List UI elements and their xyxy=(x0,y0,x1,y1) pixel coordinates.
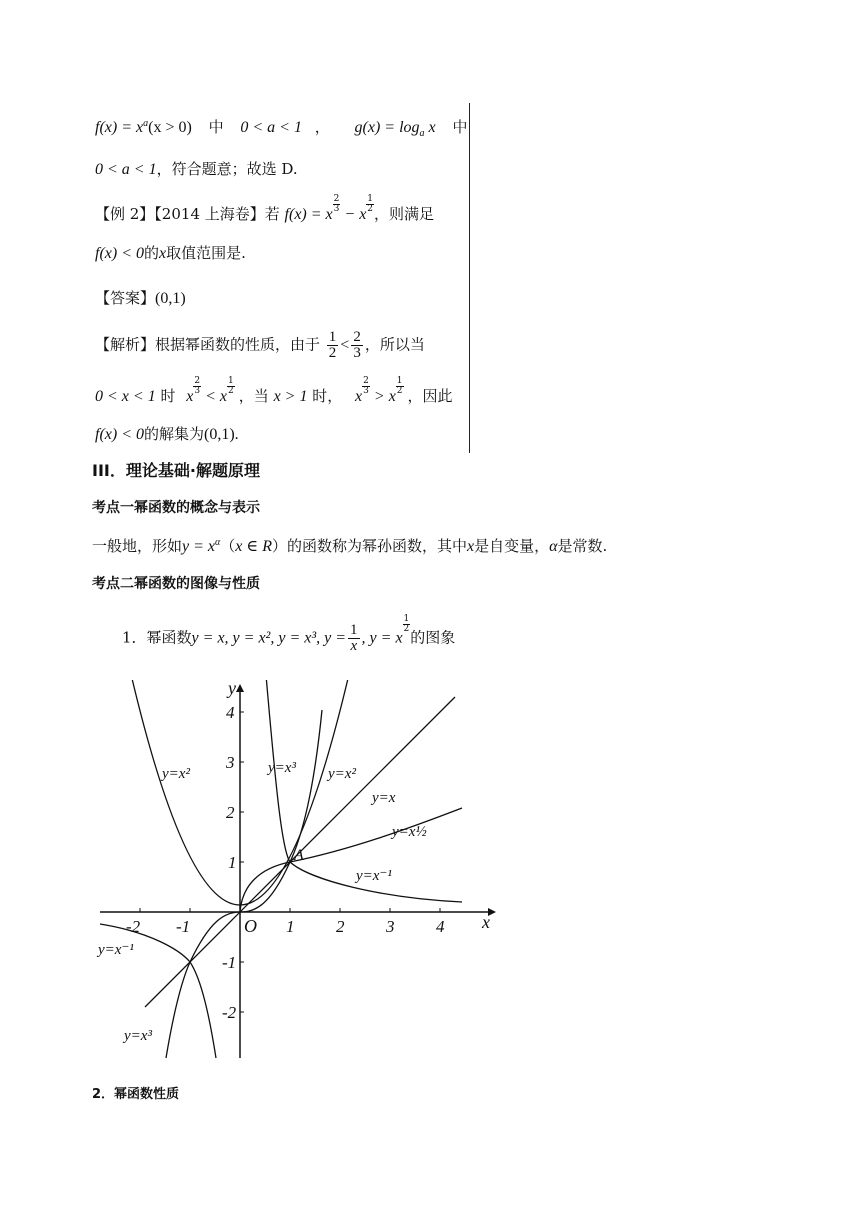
curve-label: y=x½ xyxy=(392,824,427,840)
curve-label: y=x⁻¹ xyxy=(356,868,392,884)
exponent-1-2 xyxy=(227,377,235,396)
x-tick-label: -1 xyxy=(176,917,191,936)
text: 是常数. xyxy=(557,537,608,555)
formula-f: f(x) = x xyxy=(95,119,144,136)
answer-line xyxy=(95,287,186,308)
den: 3 xyxy=(194,386,201,396)
answer-line-1 xyxy=(95,116,467,139)
formula-f: f(x) = x xyxy=(284,206,333,223)
text: 的图象 xyxy=(410,628,456,647)
solution-set: (0,1) xyxy=(204,426,235,443)
conclusion-text: ，符合题意；故选 D. xyxy=(156,160,298,178)
kp2-title: 考点二幂函数的图像与性质 xyxy=(92,576,260,592)
text-de: 的 xyxy=(144,244,160,262)
formula-ineq: f(x) < 0 xyxy=(95,245,144,262)
item-2-title: 2．幂函数性质 xyxy=(92,1087,180,1102)
period: . xyxy=(234,426,239,443)
curve-y-x xyxy=(145,697,455,1007)
den: 2 xyxy=(228,386,234,396)
x-axis-label: x xyxy=(482,912,490,932)
item-1 xyxy=(122,614,456,654)
formula-ineq: f(x) < 0 xyxy=(95,426,144,443)
formula-lt: < x xyxy=(201,388,228,405)
alpha: α xyxy=(549,538,558,555)
domain: x ∈ R xyxy=(235,538,272,555)
den: 2 xyxy=(396,386,403,396)
y-tick-label: 1 xyxy=(228,853,237,872)
den: 2 xyxy=(328,345,337,361)
text: 一般地，形如 xyxy=(92,537,183,555)
num: 2 xyxy=(333,194,340,204)
num: 1 xyxy=(350,622,358,638)
formula-g: g(x) = log xyxy=(354,119,420,136)
curve-label: y=x⁻¹ xyxy=(98,942,134,958)
answer-line-2 xyxy=(95,158,298,179)
exponent-2-3 xyxy=(193,377,201,396)
curve-label: y=x xyxy=(372,790,396,806)
exponent-2-3 xyxy=(362,377,370,396)
formula-tail: , y = x xyxy=(361,629,403,647)
curve-y-x3-neg xyxy=(166,962,190,1058)
text: （ xyxy=(220,537,236,555)
text: ）的函数称为幂孙函数，其中 xyxy=(272,537,468,555)
curve-label: y=x² xyxy=(162,766,190,782)
text-tail: ，所以当 xyxy=(364,335,425,354)
text: 是自变量， xyxy=(474,537,550,555)
kp1-definition xyxy=(92,535,607,556)
formula-gt: > x xyxy=(369,388,396,405)
kp1-title: 考点一幂函数的概念与表示 xyxy=(92,500,260,516)
var-x: x xyxy=(159,245,167,262)
num: 2 xyxy=(194,376,201,386)
point-a-label: A xyxy=(294,847,304,864)
num: 1 xyxy=(396,376,403,386)
text-tail: ，则满足 xyxy=(374,205,435,223)
answer-value: (0,1) xyxy=(155,290,186,307)
log-base: a xyxy=(419,128,425,139)
power-function-graph xyxy=(90,680,500,1060)
den: 3 xyxy=(363,386,369,396)
den: 3 xyxy=(333,204,340,214)
solution-line-3 xyxy=(95,423,239,444)
text-dang: ，当 xyxy=(238,387,269,405)
y-axis-label: y xyxy=(228,680,236,698)
x-tick-label: 3 xyxy=(386,917,395,936)
y-tick-label: -1 xyxy=(222,953,237,972)
example-label: 【例 2】【2014 上海卷】若 xyxy=(95,205,280,223)
y-tick-label: -2 xyxy=(222,1003,237,1022)
exponent: a xyxy=(143,118,149,129)
y-tick-label: 3 xyxy=(226,753,235,772)
num: 1 xyxy=(228,376,234,386)
exponent: α xyxy=(215,537,221,548)
y-axis-arrow xyxy=(236,684,244,692)
curve-label: y=x³ xyxy=(268,760,296,776)
num: 2 xyxy=(353,329,361,345)
var-x: x xyxy=(467,538,475,555)
lt-sign: < xyxy=(340,336,350,354)
formula-range: 0 < x < 1 xyxy=(95,388,156,405)
text-jieji: 的解集为 xyxy=(144,425,205,443)
fraction-1-x xyxy=(348,623,360,654)
fraction-2-3 xyxy=(351,330,363,361)
item-label: 1．幂函数 xyxy=(122,628,192,647)
exponent-1-2 xyxy=(366,195,374,214)
x-tick-label: 1 xyxy=(286,917,295,936)
text-question: 取值范围是. xyxy=(166,244,246,262)
graph-svg xyxy=(90,680,500,1060)
text-shi: 时 xyxy=(160,387,176,405)
den: 2 xyxy=(403,624,410,634)
num: 1 xyxy=(328,329,337,345)
curve-label: y=x³ xyxy=(124,1028,152,1044)
curve-label: y=x² xyxy=(328,766,356,782)
var-x: x xyxy=(355,388,363,405)
column-divider xyxy=(469,103,470,453)
example-2-line xyxy=(95,194,435,224)
solution-label: 【解析】根据幂函数的性质，由于 xyxy=(95,335,321,354)
text-shi: 时， xyxy=(312,387,343,405)
text-zhong-2: 中 xyxy=(452,118,468,136)
formula-range: 0 < a < 1 xyxy=(95,161,157,178)
x-tick-label: 2 xyxy=(336,917,345,936)
num: 1 xyxy=(403,614,410,624)
formula-gt1: x > 1 xyxy=(273,388,308,405)
fraction-1-2 xyxy=(327,330,339,361)
den: 2 xyxy=(367,204,374,214)
y-tick-label: 4 xyxy=(226,703,235,722)
num: 1 xyxy=(367,194,374,204)
formula-minus: − x xyxy=(340,206,367,223)
solution-line-1 xyxy=(95,330,425,361)
num: 2 xyxy=(363,376,369,386)
den: 3 xyxy=(353,345,361,361)
formula-x: x xyxy=(424,119,436,136)
text-zhong: 中 xyxy=(208,118,224,136)
solution-line-2 xyxy=(95,376,453,406)
example-2-line-2 xyxy=(95,242,246,263)
curve-y-sqrt xyxy=(240,808,462,912)
text-yinci: ，因此 xyxy=(407,387,453,405)
formula: y = x xyxy=(182,538,216,555)
x-tick-label: 4 xyxy=(436,917,445,936)
answer-label: 【答案】 xyxy=(95,289,156,307)
y-tick-label: 2 xyxy=(226,803,235,822)
x-tick-label: -2 xyxy=(126,917,141,936)
origin-label: O xyxy=(244,916,257,936)
exponent-1-2 xyxy=(396,377,404,396)
section-title: III．理论基础·解题原理 xyxy=(92,461,260,480)
formula-range: 0 < a < 1 xyxy=(240,119,302,136)
var-x: x xyxy=(186,388,194,405)
comma: ， xyxy=(314,118,330,136)
den: x xyxy=(350,638,358,654)
formula-list: y = x, y = x², y = x³, y = xyxy=(191,629,347,647)
formula-domain: (x > 0) xyxy=(148,119,192,136)
